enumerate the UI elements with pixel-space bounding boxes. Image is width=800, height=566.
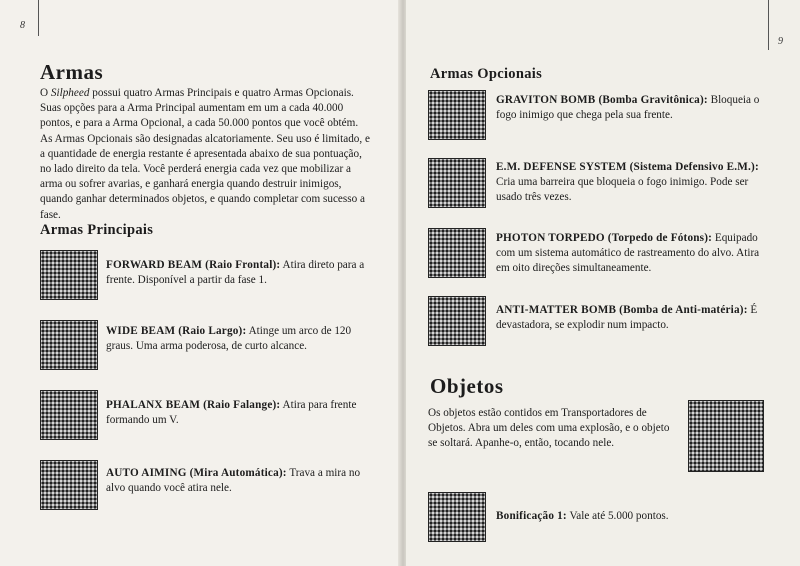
phalanx-beam-icon bbox=[40, 390, 98, 440]
auto-aiming-icon bbox=[40, 460, 98, 510]
photon-torpedo-icon bbox=[428, 228, 486, 278]
weapon-text: PHOTON TORPEDO (Torpedo de Fótons): Equipado com um sistema automático de rastreamento do alvo. Atira em oito direções simultaneamente. bbox=[496, 232, 760, 274]
anti-matter-icon bbox=[428, 296, 486, 346]
weapon-name: FORWARD BEAM (Raio Frontal): bbox=[106, 259, 281, 271]
weapon-name: E.M. DEFENSE SYSTEM (Sistema Defensivo E.M.): bbox=[496, 161, 759, 173]
page-title: Armas bbox=[40, 60, 104, 84]
bonus-text: Bonificação 1: Vale até 5.000 pontos. bbox=[496, 510, 669, 522]
intro-paragraph: O Silpheed possui quatro Armas Principais e quatro Armas Opcionais. Suas opções para a Arma Principal aumentam em um a cada 40.000 pontos, e para a Arma Opcional, a cada 50.000 pontos que você obtém. As Armas Opcionais são designadas alcatoriamente. Seu uso é limitado, e a quantidade de energia restante é apresentada abaixo de sua pontuação, no lado direito da tela. Você perderá energia cada vez que mobilizar a arma ou sofrer avarias, e ganhará energia quando destruir inimigos, quando ganhar determinados objetos, e quando completar com sucesso a fase. bbox=[40, 87, 370, 221]
weapon-name: PHOTON TORPEDO (Torpedo de Fótons): bbox=[496, 232, 713, 244]
weapon-item bbox=[40, 320, 370, 370]
page-rule-right bbox=[768, 0, 769, 50]
weapon-name: AUTO AIMING (Mira Automática): bbox=[106, 467, 287, 479]
section-title-optional-weapons: Armas Opcionais bbox=[430, 66, 543, 82]
objects-title: Objetos bbox=[430, 374, 504, 398]
weapon-name: WIDE BEAM (Raio Largo): bbox=[106, 325, 247, 337]
object-transporter-icon bbox=[688, 400, 764, 472]
weapon-name: PHALANX BEAM (Raio Falange): bbox=[106, 399, 281, 411]
weapon-text: PHALANX BEAM (Raio Falange): Atira para frente formando um V. bbox=[106, 399, 357, 426]
weapon-text: WIDE BEAM (Raio Largo): Atinge um arco de 120 graus. Uma arma poderosa, de curto alcance. bbox=[106, 325, 352, 352]
weapon-text: GRAVITON BOMB (Bomba Gravitônica): Bloqueia o fogo inimigo que chega pela sua frente. bbox=[496, 94, 760, 121]
objects-paragraph: Os objetos estão contidos em Transportadores de Objetos. Abra um deles com uma explosão, e o objeto se soltará. Apanhe-o, então, tocando nele. bbox=[428, 407, 670, 449]
page-number-left: 8 bbox=[20, 20, 25, 31]
game-title: Silpheed bbox=[50, 87, 90, 99]
forward-beam-icon bbox=[40, 250, 98, 300]
bonus-label: Bonificação 1: bbox=[496, 510, 567, 522]
weapon-name: GRAVITON BOMB (Bomba Gravitônica): bbox=[496, 94, 708, 106]
bonus-item bbox=[428, 492, 768, 542]
weapon-text: E.M. DEFENSE SYSTEM (Sistema Defensivo E.M.): Cria uma barreira que bloqueia o fogo inimigo. Pode ser usado três vezes. bbox=[496, 161, 759, 203]
wide-beam-icon bbox=[40, 320, 98, 370]
weapon-text: AUTO AIMING (Mira Automática): Trava a mira no alvo quando você atira nele. bbox=[106, 467, 361, 494]
graviton-bomb-icon bbox=[428, 90, 486, 140]
weapon-name: ANTI-MATTER BOMB (Bomba de Anti-matéria): bbox=[496, 304, 748, 316]
weapon-item bbox=[428, 90, 768, 140]
bonus-icon bbox=[428, 492, 486, 542]
weapon-item bbox=[40, 390, 370, 440]
weapon-item bbox=[428, 228, 768, 278]
right-page bbox=[406, 0, 800, 566]
page-number-right: 9 bbox=[778, 36, 783, 47]
section-title-main-weapons: Armas Principais bbox=[40, 222, 154, 238]
weapon-item bbox=[40, 460, 370, 510]
weapon-item bbox=[428, 296, 768, 346]
weapon-text: FORWARD BEAM (Raio Frontal): Atira direto para a frente. Disponível a partir da fase 1. bbox=[106, 259, 365, 286]
weapon-item bbox=[40, 250, 370, 300]
weapon-text: ANTI-MATTER BOMB (Bomba de Anti-matéria): É devastadora, se explodir num impacto. bbox=[496, 304, 758, 331]
weapon-item bbox=[428, 158, 768, 208]
em-defense-icon bbox=[428, 158, 486, 208]
page-rule-left bbox=[38, 0, 39, 36]
